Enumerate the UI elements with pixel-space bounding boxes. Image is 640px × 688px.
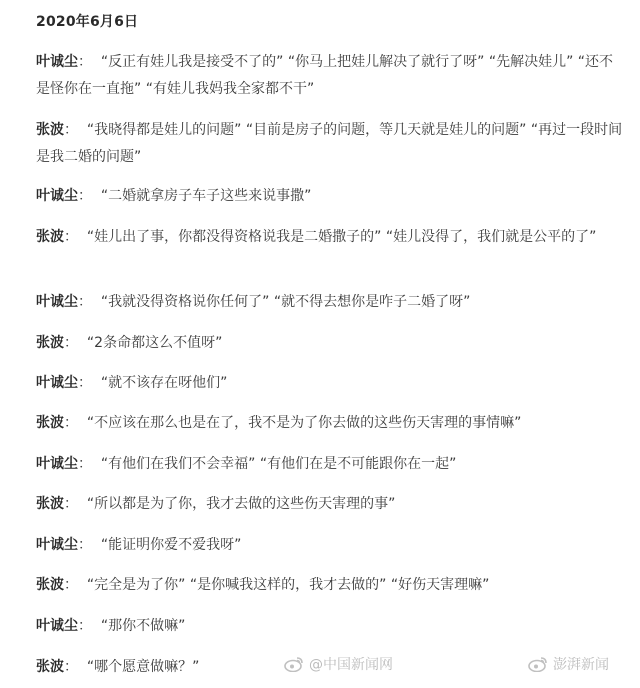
speaker-separator: ：	[64, 122, 78, 138]
dialogue-line	[36, 370, 626, 397]
speaker-separator: ：	[78, 375, 92, 391]
dialogue-line	[36, 49, 626, 103]
speaker-separator: ：	[78, 294, 92, 310]
dialogue-text: “所以都是为了你，我才去做的这些伤天害理的事”	[86, 496, 396, 512]
dialogue-line	[36, 491, 626, 518]
dialogue-line	[36, 451, 626, 478]
watermark-text: @中国新闻网	[309, 657, 393, 673]
watermark-thepaper	[528, 654, 609, 674]
dialogue-text: “反正有娃儿我是接受不了的” “你马上把娃儿解决了就行了呀” “先解决娃儿” “还不是怪你在一直拖” “有娃儿我妈我全家都不干”	[36, 54, 614, 97]
speaker-name: 张波	[36, 415, 64, 431]
speaker-name: 叶诚尘	[36, 456, 78, 472]
dialogue-text: “娃儿出了事，你都没得资格说我是二婚撒子的” “娃儿没得了，我们就是公平的了”	[86, 229, 597, 245]
dialogue-text: “2条命都这么不值呀”	[86, 335, 223, 351]
watermark-text: 澎湃新闻	[553, 657, 609, 673]
speaker-separator: ：	[78, 456, 92, 472]
dialogue-text: “有他们在我们不会幸福” “有他们在是不可能跟你在一起”	[100, 456, 457, 472]
date-heading: 2020年6月6日	[36, 14, 139, 30]
speaker-name: 张波	[36, 335, 64, 351]
speaker-separator: ：	[78, 618, 92, 634]
speaker-separator: ：	[78, 537, 92, 553]
dialogue-text: “那你不做嘛”	[100, 618, 186, 634]
dialogue-text: “哪个愿意做嘛？”	[86, 659, 200, 675]
dialogue-line	[36, 289, 626, 316]
speaker-name: 张波	[36, 659, 64, 675]
dialogue-text: “能证明你爱不爱我呀”	[100, 537, 242, 553]
speaker-separator: ：	[64, 577, 78, 593]
dialogue-text: “完全是为了你” “是你喊我这样的，我才去做的” “好伤天害理嘛”	[86, 577, 490, 593]
dialogue-line	[36, 572, 626, 599]
speaker-name: 张波	[36, 496, 64, 512]
speaker-separator: ：	[64, 229, 78, 245]
dialogue-line	[36, 410, 626, 437]
dialogue-text: “就不该存在呀他们”	[100, 375, 228, 391]
speaker-separator: ：	[64, 415, 78, 431]
dialogue-line	[36, 613, 626, 640]
speaker-separator: ：	[64, 335, 78, 351]
dialogue-line	[36, 224, 626, 251]
speaker-separator: ：	[78, 188, 92, 204]
dialogue-text: “我就没得资格说你任何了” “就不得去想你是咋子二婚了呀”	[100, 294, 471, 310]
speaker-name: 叶诚尘	[36, 54, 78, 70]
speaker-name: 叶诚尘	[36, 188, 78, 204]
speaker-name: 张波	[36, 122, 64, 138]
dialogue-text: “二婚就拿房子车子这些来说事撒”	[100, 188, 312, 204]
dialogue-line	[36, 532, 626, 559]
speaker-name: 张波	[36, 229, 64, 245]
speaker-name: 叶诚尘	[36, 618, 78, 634]
speaker-separator: ：	[64, 496, 78, 512]
weibo-icon	[528, 656, 548, 672]
speaker-name: 叶诚尘	[36, 375, 78, 391]
weibo-icon	[284, 656, 304, 672]
speaker-name: 叶诚尘	[36, 537, 78, 553]
dialogue-text: “我晓得都是娃儿的问题” “目前是房子的问题，等几天就是娃儿的问题” “再过一段时间是我二婚的问题”	[36, 122, 623, 165]
speaker-separator: ：	[78, 54, 92, 70]
watermark-chinanews	[284, 654, 393, 674]
speaker-name: 叶诚尘	[36, 294, 78, 310]
dialogue-text: “不应该在那么也是在了，我不是为了你去做的这些伤天害理的事情嘛”	[86, 415, 522, 431]
dialogue-line	[36, 183, 626, 210]
dialogue-line	[36, 330, 626, 357]
speaker-name: 张波	[36, 577, 64, 593]
dialogue-line	[36, 117, 626, 171]
speaker-separator: ：	[64, 659, 78, 675]
